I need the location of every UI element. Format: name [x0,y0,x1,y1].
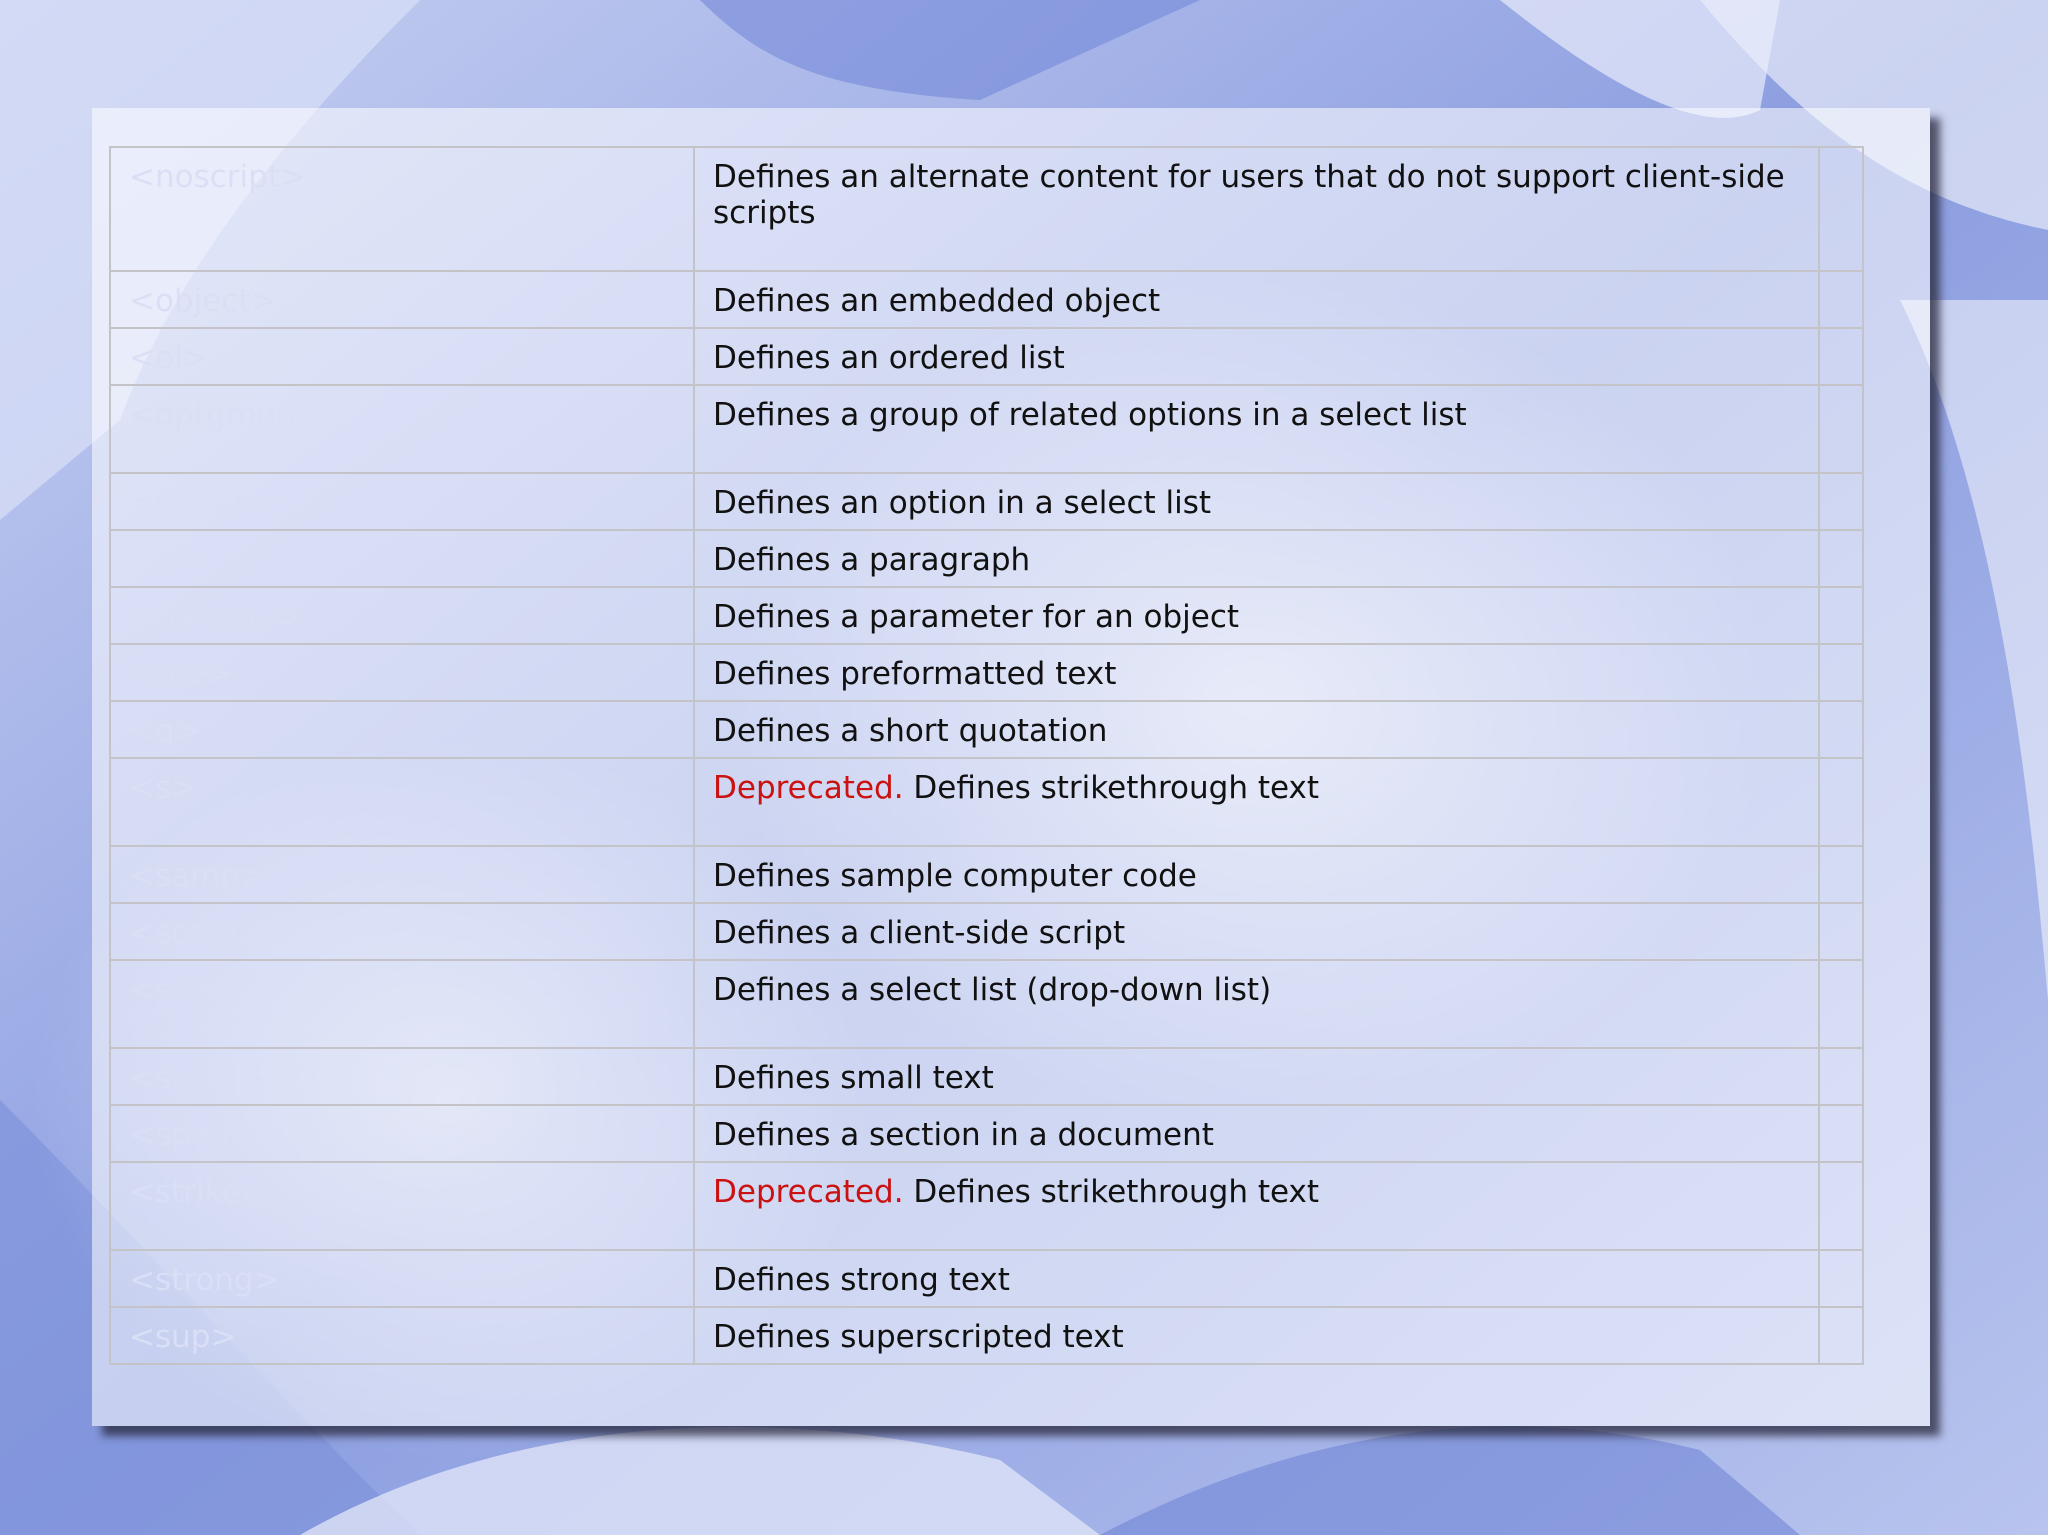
table-row [110,328,1863,385]
empty-cell [1819,1162,1863,1250]
tag-name-cell: <noscript> [110,147,694,271]
tag-name-cell: <object> [110,271,694,328]
table-row [110,530,1863,587]
description-text: Defines a paragraph [713,542,1031,578]
tag-description-cell [694,644,1819,701]
tag-description-cell [694,147,1819,271]
table-row [110,903,1863,960]
tag-name-cell: <script> [110,903,694,960]
table-row [110,644,1863,701]
description-text: Defines a section in a document [713,1117,1214,1153]
tag-name-cell: <select> [110,960,694,1048]
description-text: Defines an ordered list [713,340,1065,376]
empty-cell [1819,960,1863,1048]
description-text: Defines a short quotation [713,713,1108,749]
description-text: Defines strikethrough text [903,770,1320,806]
table-row [110,473,1863,530]
html-tags-table [109,146,1864,1365]
tag-name-cell: <optgroup> [110,385,694,473]
empty-cell [1819,271,1863,328]
table-row [110,1162,1863,1250]
tag-name-cell: <option> [110,473,694,530]
empty-cell [1819,1048,1863,1105]
table-row [110,960,1863,1048]
description-text: Defines a parameter for an object [713,599,1240,635]
description-text: Defines an option in a select list [713,485,1212,521]
tag-description-cell [694,1105,1819,1162]
table-row [110,271,1863,328]
tag-description-cell [694,328,1819,385]
table-row [110,587,1863,644]
description-text: Defines an alternate content for users that do not support client-side scripts [713,159,1785,231]
tag-description-cell [694,1162,1819,1250]
empty-cell [1819,903,1863,960]
table-row [110,385,1863,473]
empty-cell [1819,644,1863,701]
table-row [110,1250,1863,1307]
tag-name-cell: <ol> [110,328,694,385]
description-text: Defines superscripted text [713,1319,1124,1355]
description-text: Defines a client-side script [713,915,1126,951]
table-row [110,1105,1863,1162]
tag-name-cell: <small> [110,1048,694,1105]
empty-cell [1819,846,1863,903]
empty-cell [1819,758,1863,846]
description-text: Defines strikethrough text [903,1174,1320,1210]
tag-description-cell [694,587,1819,644]
table-row [110,701,1863,758]
deprecated-label: Deprecated. [713,1174,904,1210]
description-text: Defines sample computer code [713,858,1197,894]
tag-name-cell: <samp> [110,846,694,903]
tag-description-cell [694,1048,1819,1105]
empty-cell [1819,1250,1863,1307]
table-row [110,1307,1863,1364]
description-text: Defines small text [713,1060,994,1096]
empty-cell [1819,530,1863,587]
tag-description-cell [694,960,1819,1048]
empty-cell [1819,587,1863,644]
tag-name-cell: <p> [110,530,694,587]
empty-cell [1819,385,1863,473]
description-text: Defines preformatted text [713,656,1117,692]
description-text: Defines an embedded object [713,283,1161,319]
tag-description-cell [694,758,1819,846]
tag-name-cell: <strike> [110,1162,694,1250]
table-row [110,846,1863,903]
tag-description-cell [694,1307,1819,1364]
tag-description-cell [694,846,1819,903]
empty-cell [1819,1307,1863,1364]
tag-name-cell: <q> [110,701,694,758]
empty-cell [1819,701,1863,758]
tag-name-cell: <s> [110,758,694,846]
tag-name-cell: <pre> [110,644,694,701]
description-text: Defines strong text [713,1262,1010,1298]
empty-cell [1819,147,1863,271]
empty-cell [1819,473,1863,530]
tag-description-cell [694,701,1819,758]
table-row [110,758,1863,846]
deprecated-label: Deprecated. [713,770,904,806]
description-text: Defines a group of related options in a select list [713,397,1467,433]
tag-description-cell [694,903,1819,960]
tag-name-cell: <strong> [110,1250,694,1307]
table-row [110,1048,1863,1105]
table-row [110,147,1863,271]
empty-cell [1819,1105,1863,1162]
tag-name-cell: <param /> [110,587,694,644]
tag-description-cell [694,530,1819,587]
tag-description-cell [694,385,1819,473]
tag-description-cell [694,473,1819,530]
tag-description-cell [694,1250,1819,1307]
description-text: Defines a select list (drop-down list) [713,972,1272,1008]
empty-cell [1819,328,1863,385]
tag-name-cell: <span> [110,1105,694,1162]
tag-description-cell [694,271,1819,328]
tag-name-cell: <sup> [110,1307,694,1364]
